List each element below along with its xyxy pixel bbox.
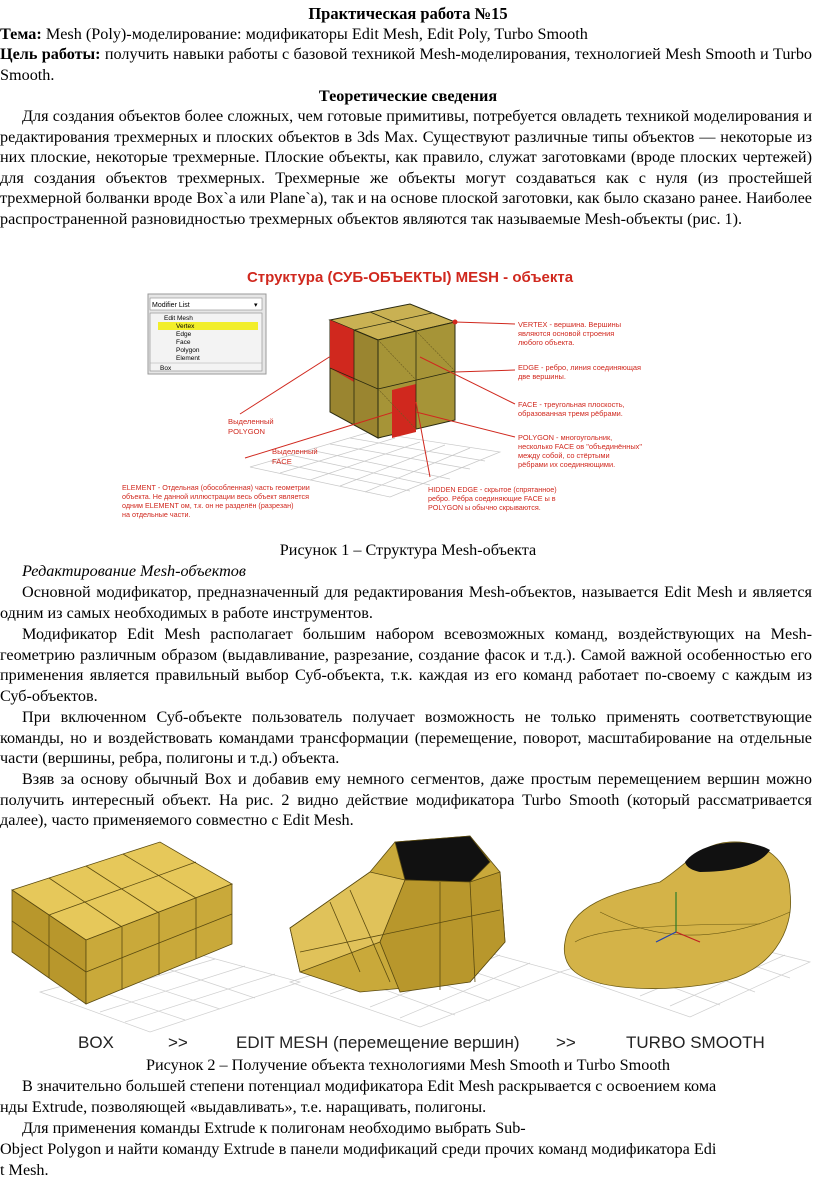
figure-1-title: Структура (СУБ-ОБЪЕКТЫ) MESH - объекта: [246, 269, 574, 286]
figure-2-box-to-shoe: [0, 832, 816, 1054]
theme-text: Mesh (Poly)-моделирование: модификаторы Edit Mesh, Edit Poly, Turbo Smooth: [45, 25, 588, 43]
goal-paragraph: [0, 44, 812, 85]
stack-item-edit-mesh: Edit Mesh: [164, 315, 193, 322]
paragraph-6-line-1: В значительно большей степени потенциал модификатора Edit Mesh раскрывается с освоением кома: [22, 1077, 717, 1095]
goal-label: Цель работы:: [0, 45, 101, 63]
annotation-hidden-edge: HIDDEN EDGE - скрытое (спрятанное) ребро. Рёбра соединяющие FACE ы в POLYGON ы обычно скрываются.: [428, 485, 557, 512]
annotation-edge: EDGE - ребро, линия соединяющая две вершины.: [518, 363, 642, 381]
section-title: Теоретические сведения: [318, 87, 498, 105]
paragraph-7-line-2: Object Polygon и найти команду Extrude в панели модификаций среди прочих команд модификатора Edi: [0, 1140, 717, 1158]
edit-mesh-shoe-object: [290, 836, 505, 992]
dropdown-arrow-icon: ▾: [254, 302, 258, 309]
modifier-stack-panel: [148, 294, 266, 374]
stack-item-box: Box: [160, 365, 172, 372]
stack-dropdown-label: Modifier List: [152, 302, 190, 309]
paragraph-1: Для создания объектов более сложных, чем готовые примитивы, потребуется овладеть техникой моделирования и редактирования трехмерных и плоских объектов в 3ds Max. Существуют различные типы объектов — некоторые из них плоские, некоторые трехмерные. Плоские объекты, как правило, служат заготовками (вроде плоских чертежей) для создания объектов трехмерных. Трехмерные же объекты могут создаваться как с нуля (из простейшей трехмерной болванки вроде Box`a или Plane`a), так и на основе плоской заготовки, как было сказано ранее. Наиболее распространенной разновидностью трехмерных объектов являются так называемые Mesh-объекты (рис. 1).: [0, 107, 812, 228]
page-title: Практическая работа №15: [308, 4, 508, 23]
paragraph-3: Модификатор Edit Mesh располагает большим набором всевозможных команд, воздействующих на Mesh-геометрию различным образом (выдавливание, разрезание, создание фасок и т.д.). Самой важной особенностью его применения является правильный выбор Суб-объекта, т.к. каждая из его команд работает по-своему с каждым из Суб-объектов.: [0, 625, 812, 705]
paragraph-7-line-1: Для применения команды Extrude к полигонам необходимо выбрать Sub-: [22, 1119, 526, 1137]
stack-item-edge: Edge: [176, 331, 192, 338]
theme-label: Тема:: [0, 25, 42, 43]
stack-item-face: Face: [176, 339, 191, 346]
paragraph-7-line-3: t Mesh.: [0, 1161, 49, 1179]
label-box: BOX: [78, 1033, 114, 1052]
turbo-smooth-shoe-object: [564, 842, 790, 989]
label-turbo-smooth: TURBO SMOOTH: [626, 1033, 765, 1052]
annotation-selected-polygon: Выделенный POLYGON: [228, 417, 274, 436]
annotation-selected-face: Выделенный FACE: [272, 447, 318, 466]
annotation-vertex: VERTEX - вершина. Вершины являются основой строения любого объекта.: [518, 320, 622, 347]
goal-text: получить навыки работы с базовой техникой Mesh-моделирования, технологией Mesh Smooth и Turbo Smooth.: [0, 45, 813, 84]
annotation-polygon: POLYGON - многоугольник, несколько FACE ов "объединённых" между собой, со стёртыми рёбрами их соединяющими.: [518, 433, 642, 469]
stack-item-polygon: Polygon: [176, 347, 200, 354]
paragraph-6-line-2: нды Extrude, позволяющей «выдавливать», т.е. наращивать, полигоны.: [0, 1098, 487, 1116]
stack-item-vertex: Vertex: [176, 323, 195, 330]
label-arrow-2: >>: [556, 1033, 576, 1052]
annotation-element: ELEMENT - Отдельная (обособленная) часть геометрии объекта. Не данной иллюстрации весь объект является одним ELEMENT ом, т.к. он не разделён (разрезан) на отдельные части.: [122, 483, 310, 519]
theme-line: [0, 24, 816, 44]
label-edit-mesh: EDIT MESH (перемещение вершин): [236, 1033, 520, 1052]
figure-2-caption: Рисунок 2 – Получение объекта технологиями Mesh Smooth и Turbo Smooth: [145, 1056, 671, 1074]
paragraph-2: Основной модификатор, предназначенный для редактирования Mesh-объектов, называется Edit Mesh и является одним из самых необходимых в работе инструментов.: [0, 583, 812, 622]
subheading-editing: Редактирование Mesh-объектов: [22, 562, 246, 580]
label-arrow-1: >>: [168, 1033, 188, 1052]
stack-item-element: Element: [176, 355, 200, 362]
paragraph-5: Взяв за основу обычный Box и добавив ему немного сегментов, даже простым перемещением вершин можно получить интересный объект. На рис. 2 видно действие модификатора Turbo Smooth (который рассматривается далее), часто применяемого совместно с Edit Mesh.: [0, 770, 812, 830]
figure-1-caption: Рисунок 1 – Структура Mesh-объекта: [279, 541, 537, 559]
annotation-face: FACE - треугольная плоскость, образованная тремя рёбрами.: [518, 400, 625, 418]
figure-1-mesh-structure: [120, 262, 700, 537]
paragraph-4: При включенном Суб-объекте пользователь получает возможность не только применять соответствующие команды, но и воздействовать командами трансформации (перемещение, поворот, масштабирование на отдельные части (вершины, ребра, полигоны и т.д.) объекта.: [0, 708, 812, 768]
